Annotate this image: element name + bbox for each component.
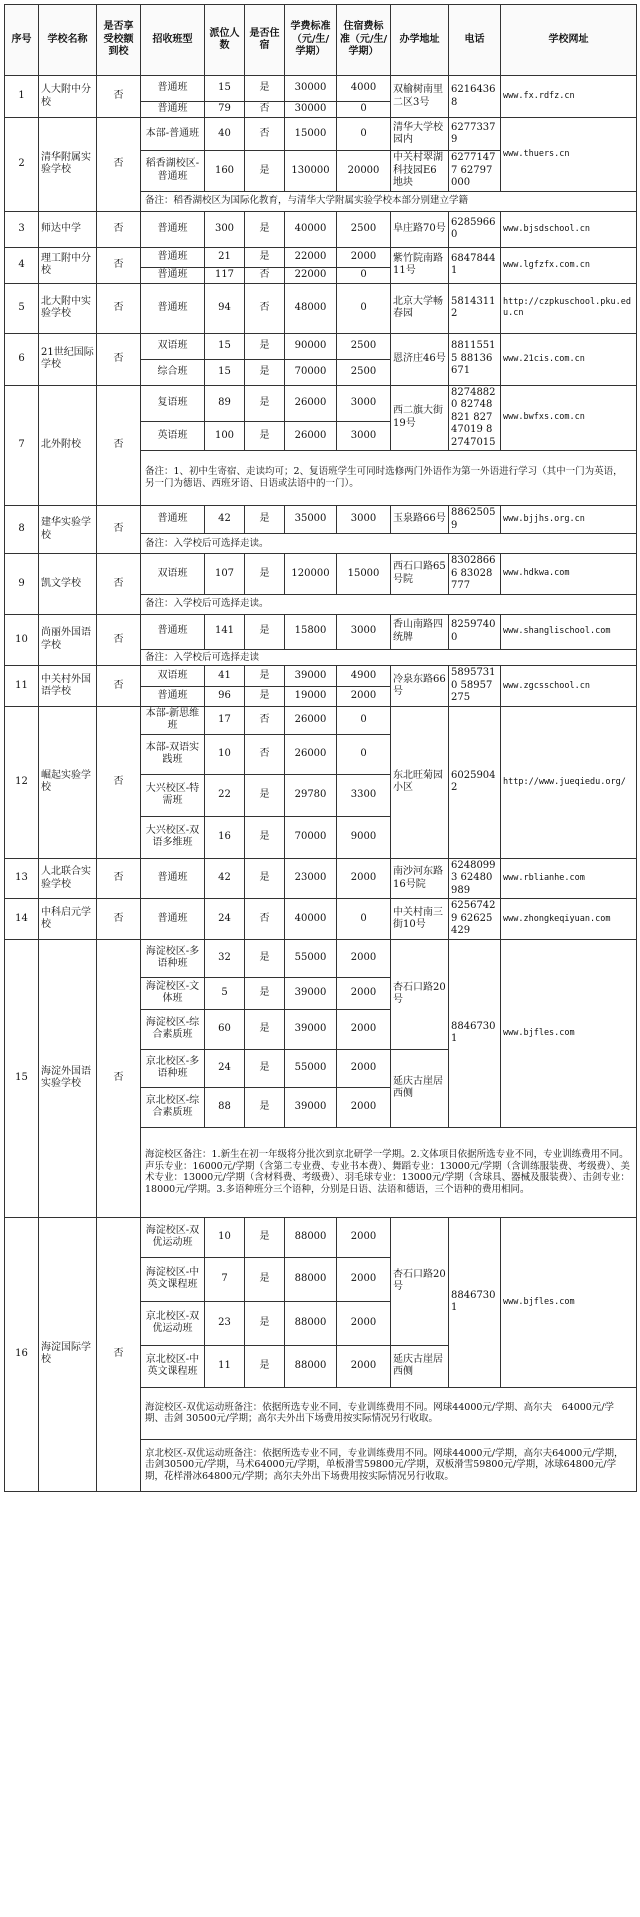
- boarding-fee: 3000: [337, 614, 391, 649]
- boarding-fee: 2000: [337, 1087, 391, 1127]
- class-type: 复语班: [141, 385, 205, 421]
- school-phone: 58957310 58957275: [449, 666, 501, 707]
- class-type: 英语班: [141, 421, 205, 450]
- quota-flag: 否: [97, 247, 141, 283]
- school-number: 16: [5, 1217, 39, 1491]
- boarding-fee: 3000: [337, 421, 391, 450]
- class-type: 普通班: [141, 102, 205, 118]
- school-phone: 88625059: [449, 506, 501, 534]
- class-type: 本部-双语实践班: [141, 734, 205, 774]
- class-type: 海淀校区-多语种班: [141, 939, 205, 977]
- enrollment-count: 94: [205, 283, 245, 333]
- header-cell: 序号: [5, 5, 39, 76]
- quota-flag: 否: [97, 706, 141, 858]
- class-type: 普通班: [141, 506, 205, 534]
- school-name: 21世纪国际学校: [39, 333, 97, 385]
- class-type: 普通班: [141, 267, 205, 283]
- school-url: www.shanglischool.com: [501, 614, 637, 649]
- tuition-fee: 30000: [285, 102, 337, 118]
- tuition-fee: 23000: [285, 858, 337, 899]
- school-phone: 88115515 88136671: [449, 333, 501, 385]
- enrollment-count: 16: [205, 816, 245, 858]
- enrollment-count: 22: [205, 774, 245, 816]
- boarding-flag: 是: [245, 333, 285, 359]
- quota-flag: 否: [97, 385, 141, 506]
- school-url: www.bjsdschool.cn: [501, 211, 637, 247]
- school-phone: 82597400: [449, 614, 501, 649]
- school-number: 15: [5, 939, 39, 1217]
- boarding-flag: 否: [245, 118, 285, 151]
- school-address: 南沙河东路16号院: [391, 858, 449, 899]
- school-note: 备注：1、初中生寄宿、走读均可；2、复语班学生可同时选修两门外语作为第一外语进行学习（其中一门为英语，另一门为德语、西班牙语、日语或法语中的一门）。: [141, 451, 637, 506]
- school-address: 西二旗大街19号: [391, 385, 449, 451]
- school-url: www.fx.rdfz.cn: [501, 76, 637, 118]
- school-address: 中关村翠湖科技园E6地块: [391, 151, 449, 192]
- class-type: 普通班: [141, 76, 205, 102]
- enrollment-count: 24: [205, 899, 245, 940]
- table-row: [5, 939, 637, 977]
- school-number: 5: [5, 283, 39, 333]
- enrollment-count: 7: [205, 1257, 245, 1301]
- boarding-flag: 是: [245, 151, 285, 192]
- class-type: 普通班: [141, 858, 205, 899]
- school-address: 阜庄路70号: [391, 211, 449, 247]
- tuition-fee: 90000: [285, 333, 337, 359]
- boarding-flag: 是: [245, 506, 285, 534]
- boarding-fee: 0: [337, 102, 391, 118]
- table-body: [5, 76, 637, 1492]
- quota-flag: 否: [97, 333, 141, 385]
- tuition-fee: 39000: [285, 1087, 337, 1127]
- boarding-flag: 是: [245, 666, 285, 687]
- school-phone: 62771477 62797000: [449, 151, 501, 192]
- school-address: 中关村南三街10号: [391, 899, 449, 940]
- quota-flag: 否: [97, 666, 141, 707]
- quota-flag: 否: [97, 283, 141, 333]
- boarding-fee: 2000: [337, 1345, 391, 1387]
- quota-flag: 否: [97, 1217, 141, 1491]
- tuition-fee: 35000: [285, 506, 337, 534]
- school-address: 延庆古崖居西侧: [391, 1345, 449, 1387]
- school-name: 北外附校: [39, 385, 97, 506]
- header-cell: 住宿费标准（元/生/学期）: [337, 5, 391, 76]
- class-type: 京北校区-多语种班: [141, 1049, 205, 1087]
- tuition-fee: 26000: [285, 421, 337, 450]
- quota-flag: 否: [97, 76, 141, 118]
- school-number: 9: [5, 554, 39, 615]
- table-row: [5, 1217, 637, 1257]
- boarding-fee: 2000: [337, 858, 391, 899]
- school-name: 师达中学: [39, 211, 97, 247]
- tuition-fee: 26000: [285, 734, 337, 774]
- tuition-fee: 15800: [285, 614, 337, 649]
- enrollment-count: 23: [205, 1301, 245, 1345]
- school-number: 10: [5, 614, 39, 666]
- quota-flag: 否: [97, 899, 141, 940]
- school-number: 11: [5, 666, 39, 707]
- school-note: 海淀校区备注：1.新生在初一年级将分批次到京北研学一学期。2.文体项目依据所选专业不同，专业训练费用不同。声乐专业：16000元/学期（含第二专业费、专业书本费）、舞蹈专业：13000元/学期（含训练服装费、考级费）、美术专业：13000元/学期（含材料费、考级费）、羽毛球专业：13000元/学期（含球具、器械及服装费）、击剑专业：18000元/学期。3.多语种班分三个语种，分别是日语、法语和德语，三个语种的费用相同。: [141, 1127, 637, 1217]
- enrollment-count: 40: [205, 118, 245, 151]
- class-type: 双语班: [141, 666, 205, 687]
- tuition-fee: 39000: [285, 666, 337, 687]
- school-phone: 58143112: [449, 283, 501, 333]
- school-name: 人北联合实验学校: [39, 858, 97, 899]
- boarding-fee: 2500: [337, 333, 391, 359]
- enrollment-count: 10: [205, 734, 245, 774]
- school-url: www.lgfzfx.com.cn: [501, 247, 637, 283]
- school-note: 京北校区-双优运动班备注：依据所选专业不同，专业训练费用不同。网球44000元/学期，高尔夫64000元/学期，击剑30500元/学期，马术64000元/学期，单板滑雪59800元/学期，双板滑雪59800元/学期，冰球64800元/学期，花样滑冰64800元/学期；高尔夫外出下场费用按实际情况另行收取。: [141, 1439, 637, 1491]
- school-url: www.bjfles.com: [501, 1217, 637, 1387]
- enrollment-count: 117: [205, 267, 245, 283]
- school-name: 崛起实验学校: [39, 706, 97, 858]
- class-type: 双语班: [141, 333, 205, 359]
- class-type: 普通班: [141, 247, 205, 267]
- tuition-fee: 120000: [285, 554, 337, 595]
- tuition-fee: 130000: [285, 151, 337, 192]
- school-number: 8: [5, 506, 39, 554]
- boarding-fee: 2000: [337, 1217, 391, 1257]
- school-phone: 60259042: [449, 706, 501, 858]
- tuition-fee: 39000: [285, 977, 337, 1009]
- enrollment-count: 10: [205, 1217, 245, 1257]
- tuition-fee: 30000: [285, 76, 337, 102]
- school-note: 备注：入学校后可选择走读。: [141, 594, 637, 614]
- class-type: 京北校区-综合素质班: [141, 1087, 205, 1127]
- school-phone: 62567429 62625429: [449, 899, 501, 940]
- boarding-fee: 2000: [337, 939, 391, 977]
- enrollment-count: 11: [205, 1345, 245, 1387]
- enrollment-count: 42: [205, 858, 245, 899]
- tuition-fee: 40000: [285, 211, 337, 247]
- enrollment-count: 300: [205, 211, 245, 247]
- school-name: 人大附中分校: [39, 76, 97, 118]
- table-row: [5, 614, 637, 649]
- quota-flag: 否: [97, 211, 141, 247]
- school-number: 12: [5, 706, 39, 858]
- tuition-fee: 26000: [285, 385, 337, 421]
- header-cell: 办学地址: [391, 5, 449, 76]
- enrollment-count: 41: [205, 666, 245, 687]
- class-type: 普通班: [141, 686, 205, 706]
- header-cell: 派位人数: [205, 5, 245, 76]
- boarding-flag: 是: [245, 816, 285, 858]
- school-url: www.bwfxs.com.cn: [501, 385, 637, 451]
- boarding-flag: 否: [245, 734, 285, 774]
- school-address: 东北旺菊园小区: [391, 706, 449, 858]
- school-url: www.bjjhs.org.cn: [501, 506, 637, 534]
- tuition-fee: 22000: [285, 247, 337, 267]
- school-phone: 62773379: [449, 118, 501, 151]
- boarding-fee: 20000: [337, 151, 391, 192]
- boarding-flag: 是: [245, 1345, 285, 1387]
- header-cell: 学校网址: [501, 5, 637, 76]
- boarding-fee: 2000: [337, 1009, 391, 1049]
- table-row: [5, 283, 637, 333]
- boarding-fee: 2000: [337, 1257, 391, 1301]
- school-phone: 62480993 62480989: [449, 858, 501, 899]
- class-type: 普通班: [141, 211, 205, 247]
- boarding-flag: 是: [245, 1009, 285, 1049]
- school-number: 13: [5, 858, 39, 899]
- tuition-fee: 88000: [285, 1257, 337, 1301]
- tuition-fee: 22000: [285, 267, 337, 283]
- boarding-flag: 是: [245, 247, 285, 267]
- school-address: 清华大学校园内: [391, 118, 449, 151]
- school-phone: 88467301: [449, 939, 501, 1127]
- boarding-flag: 是: [245, 774, 285, 816]
- boarding-fee: 4900: [337, 666, 391, 687]
- boarding-fee: 2000: [337, 247, 391, 267]
- school-phone: 62164368: [449, 76, 501, 118]
- boarding-flag: 是: [245, 1301, 285, 1345]
- tuition-fee: 55000: [285, 939, 337, 977]
- boarding-fee: 3000: [337, 385, 391, 421]
- class-type: 京北校区-双优运动班: [141, 1301, 205, 1345]
- table-row: [5, 247, 637, 267]
- tuition-fee: 39000: [285, 1009, 337, 1049]
- school-phone: 83028666 83028777: [449, 554, 501, 595]
- boarding-fee: 2500: [337, 211, 391, 247]
- tuition-fee: 70000: [285, 816, 337, 858]
- header-cell: 是否享受校额到校: [97, 5, 141, 76]
- boarding-flag: 否: [245, 899, 285, 940]
- tuition-fee: 48000: [285, 283, 337, 333]
- boarding-fee: 2000: [337, 1301, 391, 1345]
- school-note: 海淀校区-双优运动班备注：依据所选专业不同，专业训练费用不同。网球44000元/学期、高尔夫 64000元/学期、击剑 30500元/学期；高尔夫外出下场费用按实际情况另行收取。: [141, 1387, 637, 1439]
- school-url: www.bjfles.com: [501, 939, 637, 1127]
- school-url: www.hdkwa.com: [501, 554, 637, 595]
- table-row: [5, 554, 637, 595]
- table-row: [5, 666, 637, 687]
- tuition-fee: 15000: [285, 118, 337, 151]
- boarding-flag: 是: [245, 1049, 285, 1087]
- school-url: www.21cis.com.cn: [501, 333, 637, 385]
- class-type: 稻香湖校区-普通班: [141, 151, 205, 192]
- school-name: 海淀国际学校: [39, 1217, 97, 1491]
- boarding-fee: 0: [337, 706, 391, 734]
- school-address: 北京大学畅春园: [391, 283, 449, 333]
- boarding-flag: 否: [245, 267, 285, 283]
- school-address: 香山南路四统牌: [391, 614, 449, 649]
- tuition-fee: 29780: [285, 774, 337, 816]
- boarding-flag: 是: [245, 939, 285, 977]
- enrollment-count: 17: [205, 706, 245, 734]
- enrollment-count: 32: [205, 939, 245, 977]
- school-name: 中科启元学校: [39, 899, 97, 940]
- school-phone: 68478441: [449, 247, 501, 283]
- school-address: 冷泉东路66号: [391, 666, 449, 707]
- table-row: [5, 706, 637, 734]
- tuition-fee: 88000: [285, 1217, 337, 1257]
- class-type: 双语班: [141, 554, 205, 595]
- class-type: 普通班: [141, 899, 205, 940]
- quota-flag: 否: [97, 118, 141, 212]
- boarding-fee: 0: [337, 118, 391, 151]
- school-phone: 62859660: [449, 211, 501, 247]
- school-url: www.zhongkeqiyuan.com: [501, 899, 637, 940]
- quota-flag: 否: [97, 858, 141, 899]
- header-cell: 是否住宿: [245, 5, 285, 76]
- enrollment-count: 100: [205, 421, 245, 450]
- boarding-fee: 0: [337, 267, 391, 283]
- class-type: 本部-新思维班: [141, 706, 205, 734]
- class-type: 大兴校区-双语多维班: [141, 816, 205, 858]
- boarding-flag: 否: [245, 283, 285, 333]
- boarding-flag: 否: [245, 102, 285, 118]
- table-row: [5, 506, 637, 534]
- school-note: 备注：入学校后可选择走读: [141, 649, 637, 666]
- quota-flag: 否: [97, 614, 141, 666]
- table-row: [5, 858, 637, 899]
- school-address: 西石口路65号院: [391, 554, 449, 595]
- boarding-flag: 是: [245, 1217, 285, 1257]
- class-type: 海淀校区-文体班: [141, 977, 205, 1009]
- class-type: 海淀校区-综合素质班: [141, 1009, 205, 1049]
- school-url: www.rblianhe.com: [501, 858, 637, 899]
- boarding-fee: 3000: [337, 506, 391, 534]
- boarding-flag: 是: [245, 554, 285, 595]
- boarding-flag: 是: [245, 421, 285, 450]
- header-row: [5, 5, 637, 76]
- enrollment-count: 24: [205, 1049, 245, 1087]
- tuition-fee: 26000: [285, 706, 337, 734]
- school-name: 清华附属实验学校: [39, 118, 97, 212]
- tuition-fee: 88000: [285, 1345, 337, 1387]
- enrollment-count: 42: [205, 506, 245, 534]
- school-address: 杏石口路20号: [391, 1217, 449, 1345]
- enrollment-count: 89: [205, 385, 245, 421]
- school-name: 建华实验学校: [39, 506, 97, 554]
- boarding-flag: 是: [245, 977, 285, 1009]
- class-type: 海淀校区-双优运动班: [141, 1217, 205, 1257]
- tuition-fee: 40000: [285, 899, 337, 940]
- boarding-fee: 0: [337, 734, 391, 774]
- quota-flag: 否: [97, 506, 141, 554]
- enrollment-count: 141: [205, 614, 245, 649]
- school-address: 紫竹院南路11号: [391, 247, 449, 283]
- tuition-fee: 70000: [285, 359, 337, 385]
- enrollment-count: 160: [205, 151, 245, 192]
- quota-flag: 否: [97, 939, 141, 1217]
- school-number: 3: [5, 211, 39, 247]
- boarding-flag: 是: [245, 614, 285, 649]
- class-type: 京北校区-中英文课程班: [141, 1345, 205, 1387]
- header-cell: 学费标准（元/生/学期）: [285, 5, 337, 76]
- boarding-fee: 2000: [337, 977, 391, 1009]
- boarding-fee: 3300: [337, 774, 391, 816]
- boarding-fee: 2000: [337, 1049, 391, 1087]
- class-type: 大兴校区-特需班: [141, 774, 205, 816]
- boarding-fee: 9000: [337, 816, 391, 858]
- class-type: 本部-普通班: [141, 118, 205, 151]
- boarding-flag: 是: [245, 359, 285, 385]
- school-name: 北大附中实验学校: [39, 283, 97, 333]
- tuition-fee: 88000: [285, 1301, 337, 1345]
- header-cell: 电话: [449, 5, 501, 76]
- school-phone: 82748820 82748821 82747019 82747015: [449, 385, 501, 451]
- enrollment-count: 5: [205, 977, 245, 1009]
- school-name: 中关村外国语学校: [39, 666, 97, 707]
- boarding-fee: 0: [337, 283, 391, 333]
- school-address: 玉泉路66号: [391, 506, 449, 534]
- boarding-flag: 是: [245, 686, 285, 706]
- header-cell: 学校名称: [39, 5, 97, 76]
- boarding-fee: 0: [337, 899, 391, 940]
- school-url: www.thuers.cn: [501, 118, 637, 192]
- quota-flag: 否: [97, 554, 141, 615]
- enrollment-count: 88: [205, 1087, 245, 1127]
- school-url: http://czpkuschool.pku.edu.cn: [501, 283, 637, 333]
- school-number: 7: [5, 385, 39, 506]
- school-name: 尚丽外国语学校: [39, 614, 97, 666]
- table-row: [5, 118, 637, 151]
- class-type: 普通班: [141, 283, 205, 333]
- table-row: [5, 76, 637, 102]
- boarding-flag: 是: [245, 385, 285, 421]
- school-name: 凯文学校: [39, 554, 97, 615]
- class-type: 海淀校区-中英文课程班: [141, 1257, 205, 1301]
- tuition-fee: 55000: [285, 1049, 337, 1087]
- school-phone: 88467301: [449, 1217, 501, 1387]
- tuition-fee: 19000: [285, 686, 337, 706]
- table-row: [5, 333, 637, 359]
- enrollment-count: 96: [205, 686, 245, 706]
- enrollment-count: 15: [205, 333, 245, 359]
- boarding-fee: 4000: [337, 76, 391, 102]
- enrollment-count: 79: [205, 102, 245, 118]
- boarding-fee: 2000: [337, 686, 391, 706]
- table-row: [5, 899, 637, 940]
- school-url: http://www.jueqiedu.org/: [501, 706, 637, 858]
- boarding-flag: 是: [245, 211, 285, 247]
- boarding-flag: 否: [245, 706, 285, 734]
- school-note: 备注：入学校后可选择走读。: [141, 534, 637, 554]
- school-url: www.zgcsschool.cn: [501, 666, 637, 707]
- enrollment-count: 60: [205, 1009, 245, 1049]
- boarding-flag: 是: [245, 76, 285, 102]
- boarding-fee: 2500: [337, 359, 391, 385]
- enrollment-count: 21: [205, 247, 245, 267]
- table-row: [5, 211, 637, 247]
- school-name: 理工附中分校: [39, 247, 97, 283]
- boarding-flag: 是: [245, 858, 285, 899]
- school-number: 14: [5, 899, 39, 940]
- class-type: 普通班: [141, 614, 205, 649]
- school-name: 海淀外国语实验学校: [39, 939, 97, 1217]
- school-number: 1: [5, 76, 39, 118]
- school-number: 6: [5, 333, 39, 385]
- school-address: 延庆古崖居西侧: [391, 1049, 449, 1127]
- class-type: 综合班: [141, 359, 205, 385]
- school-fee-table: [4, 4, 637, 1492]
- boarding-flag: 是: [245, 1087, 285, 1127]
- school-note: 备注：稻香湖校区为国际化教育，与清华大学附属实验学校本部分别建立学籍: [141, 191, 637, 211]
- table-row: [5, 385, 637, 421]
- header-cell: 招收班型: [141, 5, 205, 76]
- enrollment-count: 15: [205, 76, 245, 102]
- school-number: 2: [5, 118, 39, 212]
- school-number: 4: [5, 247, 39, 283]
- boarding-fee: 15000: [337, 554, 391, 595]
- school-address: 杏石口路20号: [391, 939, 449, 1049]
- enrollment-count: 107: [205, 554, 245, 595]
- school-address: 恩济庄46号: [391, 333, 449, 385]
- school-address: 双榆树南里二区3号: [391, 76, 449, 118]
- boarding-flag: 是: [245, 1257, 285, 1301]
- enrollment-count: 15: [205, 359, 245, 385]
